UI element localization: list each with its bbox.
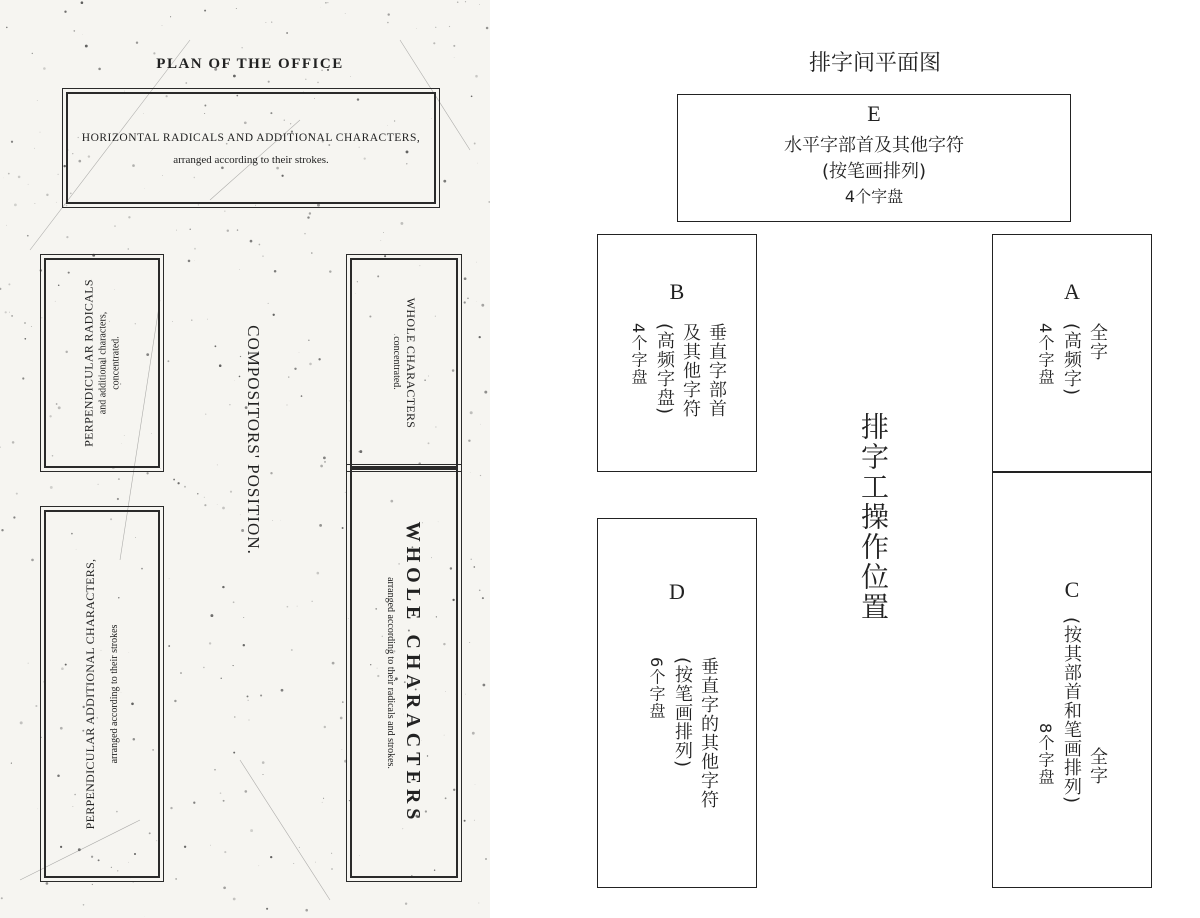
- box-a: [992, 234, 1152, 472]
- original-top-box: [66, 92, 436, 204]
- original-center-text: COMPOSITORS' POSITION.: [244, 325, 263, 555]
- box-a-col3: 4个字盘: [1036, 323, 1055, 386]
- original-lower-right-box-text: [384, 522, 424, 825]
- box-c-col2: (按其部首和笔画排列): [1061, 617, 1082, 805]
- original-upper-left-box-line1: PERPENDICULAR RADICALS: [81, 279, 96, 447]
- box-b-text-columns: [628, 323, 726, 418]
- original-lower-right-box: [350, 468, 458, 878]
- original-center-area: [218, 290, 288, 590]
- box-e-line3: 4个字盘: [844, 187, 904, 206]
- original-upper-left-box: [44, 258, 160, 468]
- original-lower-left-box: [44, 510, 160, 878]
- box-b-col4: 4个字盘: [629, 323, 648, 386]
- box-a-letter: A: [1064, 279, 1080, 304]
- original-lower-left-box-text: [83, 559, 121, 830]
- box-d-col3: 6个字盘: [647, 657, 666, 720]
- box-e: [677, 94, 1071, 222]
- box-c-text-columns: [1035, 617, 1107, 804]
- box-b-col1: 垂直字部首: [706, 323, 727, 418]
- original-upper-right-box-line1: WHOLE CHARACTERS: [404, 297, 418, 429]
- original-lower-right-box-line2: arranged according to their radicals and strokes.: [385, 577, 396, 769]
- box-c-col1: 全字: [1087, 747, 1108, 785]
- original-lower-left-box-line2: arranged according to their strokes: [109, 624, 120, 764]
- box-b-col2: 及其他字符: [680, 323, 701, 418]
- original-upper-left-box-line2: and additional characters,: [97, 311, 109, 415]
- box-a-col1: 全字: [1087, 323, 1108, 361]
- box-b: [597, 234, 757, 472]
- box-d-letter: D: [669, 579, 685, 604]
- translation-center-text: 排字工操作位置: [857, 412, 890, 622]
- box-a-col2: (高频字): [1061, 323, 1082, 397]
- original-upper-right-box-text: [390, 298, 418, 428]
- original-top-box-line2: arranged according to their strokes.: [173, 154, 329, 166]
- box-d-col1: 垂直字的其他字符: [698, 657, 719, 809]
- box-d-text-columns: [646, 657, 718, 809]
- original-plan-title: PLAN OF THE OFFICE: [156, 56, 344, 72]
- box-b-letter: B: [669, 279, 685, 304]
- original-upper-right-box-line2: concentrated.: [391, 336, 402, 390]
- original-top-box-line1: HORIZONTAL RADICALS AND ADDITIONAL CHARACTERS,: [81, 132, 421, 144]
- box-d: [597, 518, 757, 888]
- box-c: [992, 472, 1152, 888]
- box-b-col3: (高频字盘): [654, 323, 675, 416]
- original-plan-scan: [0, 0, 490, 918]
- original-upper-left-box-text: [82, 279, 123, 447]
- original-lower-right-box-line1: WHOLE CHARACTERS: [402, 521, 424, 825]
- box-e-line1: 水平字部首及其他字符: [784, 135, 964, 156]
- box-c-letter: C: [1064, 577, 1080, 602]
- original-lower-left-box-line1: PERPENDICULAR ADDITIONAL CHARACTERS,: [83, 558, 97, 830]
- original-upper-left-box-line3: concentrated.: [110, 336, 122, 390]
- box-a-text-columns: [1035, 323, 1107, 396]
- translation-title: 排字间平面图: [808, 51, 941, 76]
- original-upper-right-box: [350, 258, 458, 468]
- box-c-col3: 8个字盘: [1036, 723, 1055, 786]
- box-e-letter: E: [867, 101, 881, 126]
- box-e-line2: (按笔画排列): [821, 161, 927, 182]
- box-d-col2: (按笔画排列): [672, 657, 693, 769]
